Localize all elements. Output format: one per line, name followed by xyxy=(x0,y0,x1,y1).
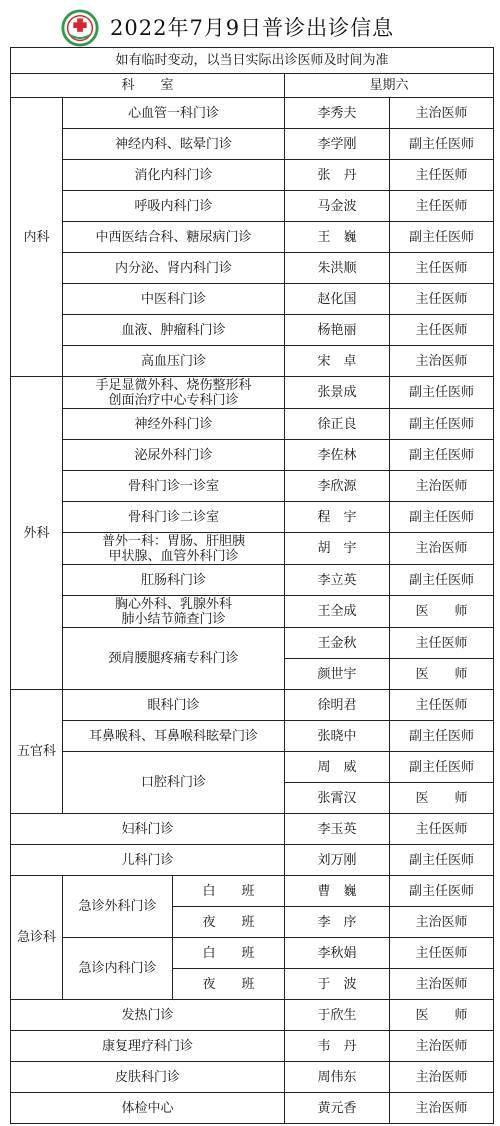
department-cell: 发热门诊 xyxy=(11,1000,285,1031)
department-cell: 康复理疗科门诊 xyxy=(11,1031,285,1062)
doctor-cell: 李学刚 xyxy=(285,129,390,160)
doctor-cell: 于 波 xyxy=(285,969,390,1000)
table-row xyxy=(11,1031,494,1062)
group-internal-medicine: 内科 xyxy=(11,98,63,377)
title-cell: 主任医师 xyxy=(390,814,494,845)
department-cell: 皮肤科门诊 xyxy=(11,1062,285,1093)
doctor-cell: 张 丹 xyxy=(285,160,390,191)
department-cell xyxy=(63,596,285,628)
doctor-cell: 徐明君 xyxy=(285,690,390,721)
title-cell: 主任医师 xyxy=(390,284,494,315)
table-row xyxy=(11,377,494,409)
department-cell: 肛肠科门诊 xyxy=(63,565,285,596)
doctor-cell: 李 序 xyxy=(285,907,390,938)
department-cell: 心血管一科门诊 xyxy=(63,98,285,129)
department-cell: 神经内科、眩晕门诊 xyxy=(63,129,285,160)
department-cell: 中医科门诊 xyxy=(63,284,285,315)
title-cell: 副主任医师 xyxy=(390,129,494,160)
doctor-cell: 李秀夫 xyxy=(285,98,390,129)
department-line: 普外一科：胃肠、肝胆胰 xyxy=(101,533,245,549)
table-row xyxy=(11,628,494,659)
title-cell: 副主任医师 xyxy=(390,752,494,783)
title-cell: 副主任医师 xyxy=(390,565,494,596)
title-cell: 副主任医师 xyxy=(390,440,494,471)
doctor-cell: 李玉英 xyxy=(285,814,390,845)
title-cell: 医 师 xyxy=(390,596,494,628)
title-cell: 主任医师 xyxy=(390,315,494,346)
department-cell: 颈肩腰腿疼痛专科门诊 xyxy=(63,628,285,690)
title-cell: 主治医师 xyxy=(390,1093,494,1124)
department-cell xyxy=(63,533,285,565)
title-cell: 主任医师 xyxy=(390,938,494,969)
doctor-cell: 曹 巍 xyxy=(285,876,390,907)
doctor-cell: 李立英 xyxy=(285,565,390,596)
department-cell xyxy=(63,377,285,409)
doctor-cell: 韦 丹 xyxy=(285,1031,390,1062)
title-cell: 主任医师 xyxy=(390,253,494,284)
table-row xyxy=(11,160,494,191)
table-row xyxy=(11,721,494,752)
department-cell: 泌尿外科门诊 xyxy=(63,440,285,471)
table-row xyxy=(11,129,494,160)
department-cell: 耳鼻喉科、耳鼻喉科眩晕门诊 xyxy=(63,721,285,752)
title-cell: 副主任医师 xyxy=(390,222,494,253)
title-cell: 主任医师 xyxy=(390,160,494,191)
doctor-cell: 李欣源 xyxy=(285,471,390,502)
department-cell: 内分泌、肾内科门诊 xyxy=(63,253,285,284)
doctor-cell: 颜世宇 xyxy=(285,659,390,690)
title-cell: 副主任医师 xyxy=(390,876,494,907)
doctor-cell: 张霄汉 xyxy=(285,783,390,814)
department-cell: 神经外科门诊 xyxy=(63,409,285,440)
doctor-cell: 程 宇 xyxy=(285,502,390,533)
title-cell: 主治医师 xyxy=(390,969,494,1000)
header-row xyxy=(11,74,494,98)
table-row xyxy=(11,1000,494,1031)
title-cell: 副主任医师 xyxy=(390,377,494,409)
title-cell: 主任医师 xyxy=(390,690,494,721)
title-cell: 主治医师 xyxy=(390,1062,494,1093)
table-row xyxy=(11,876,494,907)
department-cell: 眼科门诊 xyxy=(63,690,285,721)
doctor-cell: 张景成 xyxy=(285,377,390,409)
department-cell: 血液、肿瘤科门诊 xyxy=(63,315,285,346)
title-cell: 主治医师 xyxy=(390,907,494,938)
department-cell: 儿科门诊 xyxy=(11,845,285,876)
table-row xyxy=(11,690,494,721)
doctor-cell: 胡 宇 xyxy=(285,533,390,565)
hospital-logo-icon xyxy=(61,9,99,47)
table-row xyxy=(11,752,494,783)
table-row xyxy=(11,222,494,253)
table-row xyxy=(11,98,494,129)
doctor-cell: 杨艳丽 xyxy=(285,315,390,346)
table-row xyxy=(11,845,494,876)
table-row xyxy=(11,284,494,315)
table-row xyxy=(11,533,494,565)
department-cell: 骨科门诊一诊室 xyxy=(63,471,285,502)
title-cell: 主任医师 xyxy=(390,628,494,659)
doctor-cell: 周伟东 xyxy=(285,1062,390,1093)
title-cell: 副主任医师 xyxy=(390,721,494,752)
doctor-cell: 刘万刚 xyxy=(285,845,390,876)
doctor-cell: 周 威 xyxy=(285,752,390,783)
table-row xyxy=(11,1062,494,1093)
doctor-cell: 朱洪顺 xyxy=(285,253,390,284)
title-cell: 医 师 xyxy=(390,659,494,690)
table-row xyxy=(11,346,494,377)
table-row xyxy=(11,596,494,628)
doctor-cell: 李秋娟 xyxy=(285,938,390,969)
title-cell: 主治医师 xyxy=(390,346,494,377)
table-row xyxy=(11,938,494,969)
department-cell: 妇科门诊 xyxy=(11,814,285,845)
doctor-cell: 马金波 xyxy=(285,191,390,222)
table-row xyxy=(11,1093,494,1124)
shift-cell: 白 班 xyxy=(173,938,285,969)
doctor-cell: 张晓中 xyxy=(285,721,390,752)
doctor-cell: 王全成 xyxy=(285,596,390,628)
doctor-cell: 黄元香 xyxy=(285,1093,390,1124)
schedule-table xyxy=(10,47,494,1124)
table-row xyxy=(11,440,494,471)
doctor-cell: 李佐林 xyxy=(285,440,390,471)
department-cell: 高血压门诊 xyxy=(63,346,285,377)
page-title: 2022年7月9日普诊出诊信息 xyxy=(110,16,395,40)
title-cell: 副主任医师 xyxy=(390,409,494,440)
group-surgery: 外科 xyxy=(11,377,63,690)
department-line: 胸心外科、乳腺外科 xyxy=(114,596,232,612)
day-column-header: 星期六 xyxy=(285,74,494,98)
title-cell: 主治医师 xyxy=(390,1031,494,1062)
table-row xyxy=(11,814,494,845)
title-cell: 主治医师 xyxy=(390,471,494,502)
department-cell: 消化内科门诊 xyxy=(63,160,285,191)
doctor-cell: 王 巍 xyxy=(285,222,390,253)
shift-cell: 夜 班 xyxy=(173,969,285,1000)
department-line: 甲状腺、血管外科门诊 xyxy=(108,548,239,564)
table-row xyxy=(11,502,494,533)
notice-row xyxy=(11,48,494,74)
table-row xyxy=(11,565,494,596)
table-row xyxy=(11,409,494,440)
department-cell: 中西医结合科、糖尿病门诊 xyxy=(63,222,285,253)
department-column-header: 科 室 xyxy=(11,74,285,98)
title-cell: 副主任医师 xyxy=(390,845,494,876)
doctor-cell: 徐正良 xyxy=(285,409,390,440)
department-cell: 口腔科门诊 xyxy=(63,752,285,814)
department-line: 肺小结节筛查门诊 xyxy=(121,611,226,627)
title-cell: 医 师 xyxy=(390,1000,494,1031)
group-emergency: 急诊科 xyxy=(11,876,63,1000)
shift-cell: 夜 班 xyxy=(173,907,285,938)
table-row xyxy=(11,253,494,284)
table-row xyxy=(11,315,494,346)
department-cell: 骨科门诊二诊室 xyxy=(63,502,285,533)
department-line: 手足显微外科、烧伤整形科 xyxy=(95,377,252,393)
shift-cell: 白 班 xyxy=(173,876,285,907)
title-cell: 医 师 xyxy=(390,783,494,814)
doctor-cell: 宋 卓 xyxy=(285,346,390,377)
department-cell: 呼吸内科门诊 xyxy=(63,191,285,222)
table-row xyxy=(11,471,494,502)
title-cell: 副主任医师 xyxy=(390,502,494,533)
title-cell: 主治医师 xyxy=(390,98,494,129)
title-cell: 主任医师 xyxy=(390,191,494,222)
doctor-cell: 王金秋 xyxy=(285,628,390,659)
doctor-cell: 赵化国 xyxy=(285,284,390,315)
group-ent-ophthalmology: 五官科 xyxy=(11,690,63,814)
department-cell: 体检中心 xyxy=(11,1093,285,1124)
notice-text: 如有临时变动，以当日实际出诊医师及时间为准 xyxy=(11,48,494,74)
department-cell: 急诊内科门诊 xyxy=(63,938,173,1000)
doctor-cell: 于欣生 xyxy=(285,1000,390,1031)
title-cell: 主治医师 xyxy=(390,533,494,565)
department-cell: 急诊外科门诊 xyxy=(63,876,173,938)
table-row xyxy=(11,191,494,222)
department-line: 创面治疗中心专科门诊 xyxy=(108,392,239,408)
